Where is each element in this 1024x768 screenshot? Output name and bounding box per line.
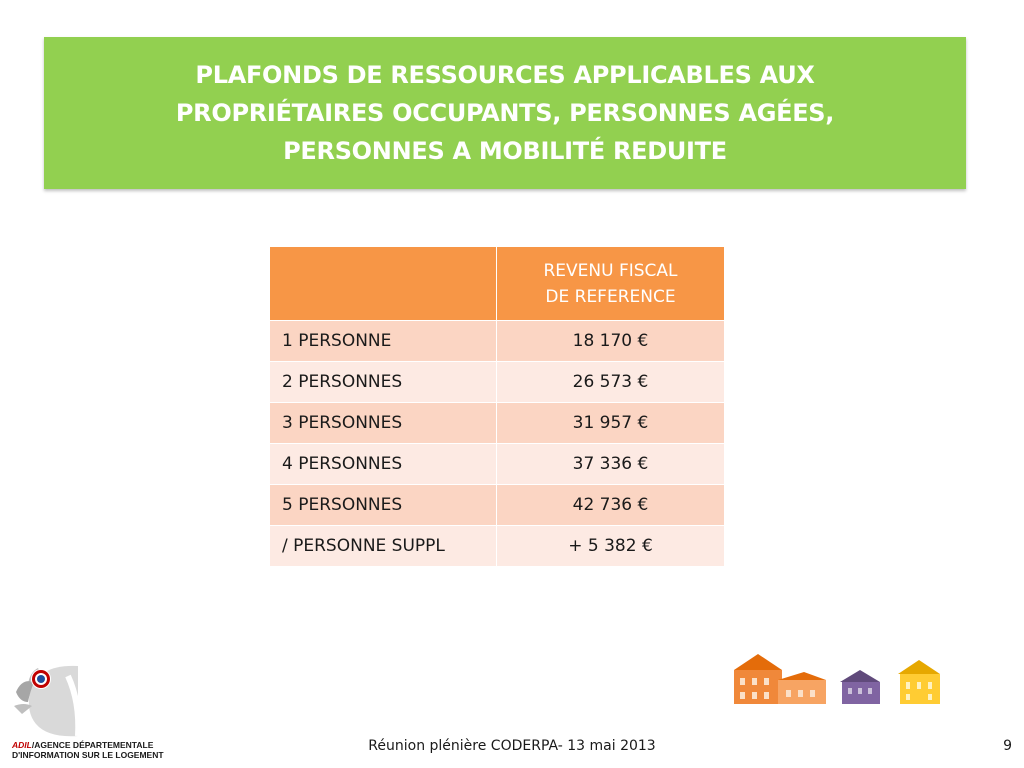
row-label: 4 PERSONNES bbox=[270, 444, 497, 485]
row-value: 31 957 € bbox=[497, 403, 725, 444]
slide-title bbox=[95, 56, 915, 170]
table-row bbox=[270, 526, 725, 567]
title-line-1: PLAFONDS DE RESSOURCES APPLICABLES AUX bbox=[195, 61, 815, 89]
table-row bbox=[270, 362, 725, 403]
title-line-3: PERSONNES A MOBILITÉ REDUITE bbox=[283, 137, 727, 165]
row-value: 37 336 € bbox=[497, 444, 725, 485]
row-value: 42 736 € bbox=[497, 485, 725, 526]
adil-bird-logo-icon bbox=[8, 662, 168, 740]
row-label: / PERSONNE SUPPL bbox=[270, 526, 497, 567]
header-line-2: DE REFERENCE bbox=[545, 286, 676, 307]
table-row bbox=[270, 485, 725, 526]
logo-line-1-rest: /AGENCE DÉPARTEMENTALE bbox=[31, 740, 154, 750]
title-line-2: PROPRIÉTAIRES OCCUPANTS, PERSONNES AGÉES, bbox=[175, 99, 835, 127]
header-cell-empty bbox=[270, 247, 497, 321]
page-number: 9 bbox=[1003, 738, 1012, 754]
header-cell-revenue bbox=[497, 247, 725, 321]
row-label: 1 PERSONNE bbox=[270, 321, 497, 362]
logo-line-2: D'INFORMATION SUR LE LOGEMENT bbox=[12, 750, 164, 760]
table-header-row bbox=[270, 247, 725, 321]
row-value: + 5 382 € bbox=[497, 526, 725, 567]
title-banner bbox=[44, 37, 966, 189]
table-row bbox=[270, 444, 725, 485]
logo-brand: ADIL bbox=[12, 740, 32, 750]
row-label: 5 PERSONNES bbox=[270, 485, 497, 526]
table-row bbox=[270, 321, 725, 362]
row-value: 26 573 € bbox=[497, 362, 725, 403]
houses-illustration-icon bbox=[734, 652, 944, 708]
footer-text: Réunion plénière CODERPA- 13 mai 2013 bbox=[368, 738, 656, 754]
table-row bbox=[270, 403, 725, 444]
row-label: 2 PERSONNES bbox=[270, 362, 497, 403]
row-label: 3 PERSONNES bbox=[270, 403, 497, 444]
row-value: 18 170 € bbox=[497, 321, 725, 362]
header-line-1: REVENU FISCAL bbox=[543, 260, 678, 281]
income-ceiling-table bbox=[269, 246, 725, 567]
